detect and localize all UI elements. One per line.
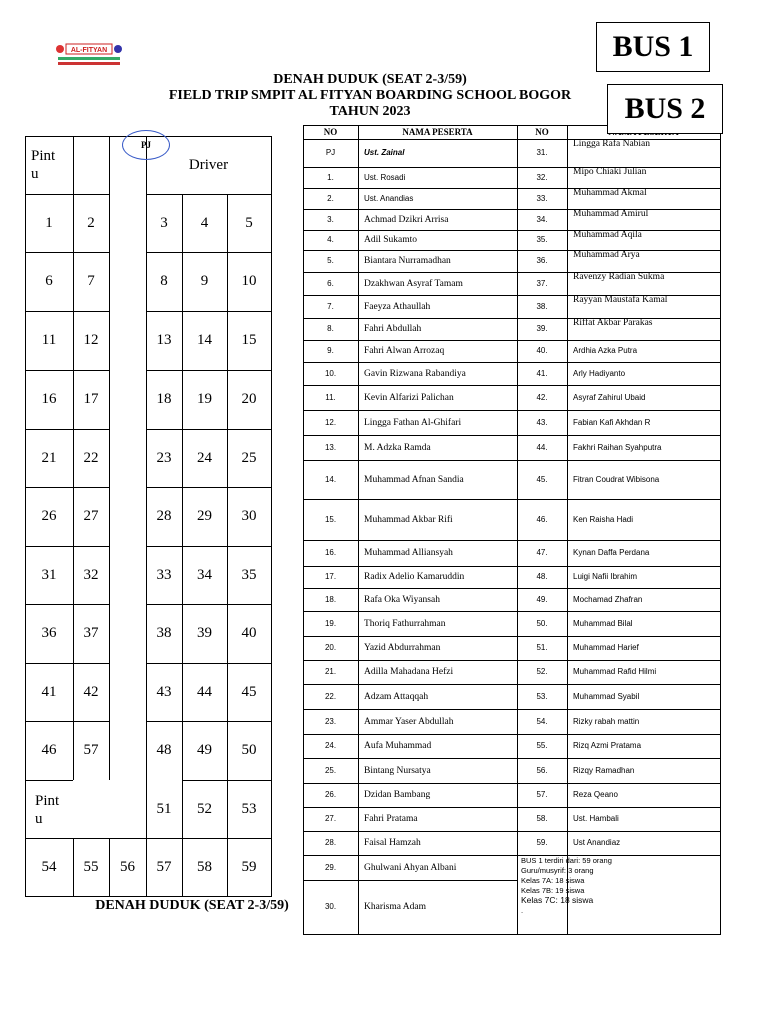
row-number: 18. xyxy=(324,594,337,604)
seat: 1 xyxy=(45,214,53,231)
table-line xyxy=(720,125,721,934)
seat: 56 xyxy=(120,858,135,875)
participant-name: Rizq Azmi Pratama xyxy=(573,741,642,750)
participant-name: Fitran Coudrat Wibisona xyxy=(573,474,660,484)
participant-name: Muhammad Arya xyxy=(573,250,640,260)
row-number: 12. xyxy=(324,417,337,427)
seat: 49 xyxy=(197,742,212,758)
row-number: 19. xyxy=(324,618,337,628)
row-number: 7. xyxy=(327,301,334,311)
grid-line xyxy=(271,136,272,896)
seat: 50 xyxy=(241,742,257,758)
school-logo xyxy=(52,40,126,70)
participant-name: Kynan Daffa Perdana xyxy=(573,548,650,557)
row-number: PJ xyxy=(325,148,336,157)
participant-name: Faisal Hamzah xyxy=(364,838,421,848)
participant-name: Ghulwani Ahyan Albani xyxy=(364,862,457,873)
seat: 39 xyxy=(197,625,212,641)
row-number: 15. xyxy=(324,514,337,524)
participant-name: Muhammad Afnan Sandia xyxy=(364,474,464,485)
participant-name: Achmad Dzikri Arrisa xyxy=(364,214,449,225)
note-line: Kelas 7C: 18 siswa xyxy=(521,896,594,905)
seat: 7 xyxy=(87,273,95,289)
seat: 43 xyxy=(156,683,172,700)
row-number: 39. xyxy=(536,324,548,333)
row-number: 46. xyxy=(536,514,548,524)
participant-name: Radix Adelio Kamaruddin xyxy=(364,572,465,582)
participant-name: Fahri Abdullah xyxy=(364,324,422,334)
row-number: 56. xyxy=(536,765,548,775)
title-line-2: FIELD TRIP SMPIT AL FITYAN BOARDING SCHOOL BOGOR xyxy=(168,88,572,103)
title-line-3: TAHUN 2023 xyxy=(329,104,411,119)
row-number: 3. xyxy=(327,214,334,224)
row-number: 53. xyxy=(536,691,548,701)
table-header: NAMA PESERTA xyxy=(402,127,473,137)
row-number: 14. xyxy=(324,474,337,484)
participant-name: Muhammad Rafid Hilmi xyxy=(573,667,657,676)
participant-name: Ken Raisha Hadi xyxy=(573,514,634,524)
participant-name: Muhammad Akmal xyxy=(573,188,647,198)
row-number: 55. xyxy=(536,741,548,750)
seat: 52 xyxy=(197,800,212,817)
participant-name: Ust Anandiaz xyxy=(573,838,621,847)
bus-2-label: BUS 2 xyxy=(607,84,723,134)
participant-name: Bintang Nursatya xyxy=(364,765,431,776)
seat: 45 xyxy=(241,683,257,700)
row-number: 59. xyxy=(536,838,548,847)
seat: 22 xyxy=(83,449,99,466)
seat: 58 xyxy=(197,858,212,875)
participant-name: Muhammad Aqila xyxy=(573,230,642,240)
seat: 46 xyxy=(41,742,57,758)
participant-name: Adil Sukamto xyxy=(364,235,418,245)
seat: 33 xyxy=(156,566,172,583)
row-number: 30. xyxy=(324,902,337,911)
grid-line xyxy=(109,136,110,780)
participant-name: Lingga Fathan Al-Ghifari xyxy=(364,417,462,428)
row-number: 42. xyxy=(536,392,548,402)
row-number: 57. xyxy=(536,790,548,799)
seat: 48 xyxy=(156,742,172,758)
participant-name: Rayyan Maustafa Kamal xyxy=(573,295,668,305)
bus-1-label: BUS 1 xyxy=(596,22,710,72)
seat: 19 xyxy=(197,391,212,407)
seat: 32 xyxy=(83,566,99,583)
row-number: 9. xyxy=(327,346,334,355)
row-number: 52. xyxy=(536,667,548,676)
seat: 8 xyxy=(160,273,168,289)
row-number: 21. xyxy=(324,667,337,676)
participant-name: Rizqy Ramadhan xyxy=(573,765,635,775)
row-number: 22. xyxy=(324,691,337,701)
seat: 41 xyxy=(41,683,57,700)
row-number: 10. xyxy=(324,368,337,378)
seat: 27 xyxy=(83,508,99,524)
driver-label: Driver xyxy=(188,156,229,173)
row-number: 41. xyxy=(536,368,548,378)
participant-name: Kevin Alfarizi Palichan xyxy=(364,392,454,403)
seat: 55 xyxy=(83,858,99,875)
participant-name: Gavin Rizwana Rabandiya xyxy=(364,368,466,379)
title-line-1: DENAH DUDUK (SEAT 2-3/59) xyxy=(273,72,467,87)
seat: 11 xyxy=(41,332,57,348)
seat: 5 xyxy=(245,214,253,231)
participant-name: Ust. Hambali xyxy=(573,814,619,823)
participant-name: Fahri Alwan Arrozaq xyxy=(364,346,445,356)
seat: 25 xyxy=(241,449,257,466)
row-number: 32. xyxy=(536,172,548,182)
seat: 57 xyxy=(156,858,172,875)
seat: 12 xyxy=(83,332,99,348)
row-number: 51. xyxy=(536,643,548,652)
participant-name: Biantara Nurramadhan xyxy=(364,256,451,266)
participant-name: Muhammad Amirul xyxy=(573,209,649,219)
table-header: NO xyxy=(323,127,338,137)
pintu-top-label: Pint u xyxy=(31,148,56,182)
row-number: 31. xyxy=(536,148,548,157)
row-number: 33. xyxy=(536,193,548,203)
seat: 29 xyxy=(197,508,212,524)
participant-name: Muhammad Syabil xyxy=(573,691,640,701)
participant-name: Ust. Zainal xyxy=(364,148,405,157)
row-number: 38. xyxy=(536,301,548,311)
row-number: 34. xyxy=(536,214,548,224)
participant-name: Faeyza Athaullah xyxy=(364,301,431,312)
participant-name: Yazid Abdurrahman xyxy=(364,643,441,653)
seat: 35 xyxy=(241,566,257,583)
row-number: 24. xyxy=(324,741,337,750)
pintu-bottom-label: Pint u xyxy=(35,793,60,827)
note-line: . xyxy=(521,906,524,915)
participant-name: M. Adzka Ramda xyxy=(364,442,431,453)
svg-text:AL-FITYAN: AL-FITYAN xyxy=(70,47,108,54)
row-number: 6. xyxy=(327,278,334,288)
pj-seat: PJ xyxy=(122,130,170,160)
grid-line xyxy=(25,780,73,781)
participant-name: Muhammad Harief xyxy=(573,643,639,652)
seat: 31 xyxy=(41,566,57,583)
participant-name: Mipo Chiaki Julian xyxy=(573,167,647,177)
participant-name: Arly Hadiyanto xyxy=(573,368,626,378)
seat: 37 xyxy=(83,625,99,641)
seat: 30 xyxy=(241,508,257,524)
seat: 20 xyxy=(241,391,257,407)
row-number: 8. xyxy=(327,324,334,333)
seat: 2 xyxy=(87,214,95,231)
participant-name: Fabian Kafi Akhdan R xyxy=(573,417,651,427)
table-line xyxy=(567,125,568,934)
row-number: 23. xyxy=(324,716,337,726)
row-number: 17. xyxy=(324,572,337,581)
row-number: 1. xyxy=(327,172,334,182)
seat: 57 xyxy=(83,742,99,758)
row-number: 11. xyxy=(325,392,336,402)
participant-name: Fahri Pratama xyxy=(364,814,418,824)
row-number: 26. xyxy=(324,790,337,799)
seat: 59 xyxy=(241,858,257,875)
seat: 54 xyxy=(41,858,57,875)
seat: 21 xyxy=(41,449,57,466)
note-line: Kelas 7B: 19 siswa xyxy=(521,886,585,895)
row-number: 35. xyxy=(536,235,548,244)
row-number: 4. xyxy=(327,235,334,244)
seat: 6 xyxy=(45,273,53,289)
seat: 28 xyxy=(156,508,172,524)
seat: 23 xyxy=(156,449,172,466)
participant-name: Ravenzy Radian Sukma xyxy=(573,272,665,282)
row-number: 29. xyxy=(324,862,337,872)
participant-name: Thoriq Fathurrahman xyxy=(364,618,446,629)
row-number: 28. xyxy=(324,838,337,847)
row-number: 36. xyxy=(536,256,548,265)
participant-name: Aufa Muhammad xyxy=(364,741,432,751)
note-line: Kelas 7A: 18 siswa xyxy=(521,876,585,885)
participant-name: Kharisma Adam xyxy=(364,902,427,912)
seat: 16 xyxy=(41,391,57,407)
participant-name: Ardhia Azka Putra xyxy=(573,346,638,355)
participant-name: Lingga Rafa Nabian xyxy=(573,139,651,149)
seat: 18 xyxy=(156,391,172,407)
participant-name: Luigi Nafii Ibrahim xyxy=(573,572,638,581)
row-number: 20. xyxy=(324,643,337,652)
seat: 4 xyxy=(200,214,209,231)
seat: 13 xyxy=(156,332,172,348)
seat: 40 xyxy=(241,625,257,641)
seat: 9 xyxy=(200,273,209,289)
seat: 44 xyxy=(197,683,212,700)
participant-name: Muhammad Akbar Rifi xyxy=(364,514,453,525)
seat: 34 xyxy=(197,566,212,583)
seat-map-footer: DENAH DUDUK (SEAT 2-3/59) xyxy=(95,898,289,913)
seat: 15 xyxy=(241,332,257,348)
grid-line xyxy=(25,896,272,897)
note-line: Guru/musyrif: 3 orang xyxy=(521,866,594,875)
seat: 24 xyxy=(197,449,212,466)
participant-name: Adilla Mahadana Hefzi xyxy=(364,667,454,677)
row-number: 58. xyxy=(536,814,548,823)
table-line xyxy=(303,934,721,935)
participant-name: Asyraf Zahirul Ubaid xyxy=(573,392,646,402)
row-number: 47. xyxy=(536,548,548,557)
participant-name: Dzidan Bambang xyxy=(364,790,431,800)
seat: 10 xyxy=(241,273,257,289)
row-number: 16. xyxy=(324,548,337,557)
table-header: NO xyxy=(535,127,549,137)
participant-name: Ust. Rosadi xyxy=(364,172,406,182)
seat: 53 xyxy=(241,800,257,817)
seat: 36 xyxy=(41,625,57,641)
note-line: BUS 1 terdiri dari: 59 orang xyxy=(521,856,612,865)
participant-name: Dzakhwan Asyraf Tamam xyxy=(364,278,463,289)
seat: 17 xyxy=(83,391,99,407)
seat: 26 xyxy=(41,508,57,524)
participant-name: Rafa Oka Wiyansah xyxy=(364,594,440,605)
seat: 38 xyxy=(156,625,172,641)
seat: 42 xyxy=(83,683,99,700)
row-number: 44. xyxy=(536,442,548,452)
seat: 14 xyxy=(197,332,212,348)
row-number: 48. xyxy=(536,572,548,581)
row-number: 50. xyxy=(536,618,548,628)
row-number: 40. xyxy=(536,346,548,355)
seat: 51 xyxy=(156,800,172,817)
participant-name: Rizky rabah mattin xyxy=(573,716,640,726)
participant-name: Fakhri Raihan Syahputra xyxy=(573,442,662,452)
participant-name: Ammar Yaser Abdullah xyxy=(364,716,454,727)
participant-name: Mochamad Zhafran xyxy=(573,594,643,604)
participant-name: Reza Qeano xyxy=(573,790,618,799)
row-number: 25. xyxy=(324,765,337,775)
table-line xyxy=(358,125,359,934)
row-number: 49. xyxy=(536,594,548,604)
seat: 3 xyxy=(160,214,168,231)
row-number: 27. xyxy=(324,814,337,823)
row-number: 37. xyxy=(536,278,548,288)
participant-name: Muhammad Alliansyah xyxy=(364,548,453,558)
row-number: 5. xyxy=(327,256,334,265)
participant-name: Riffat Akbar Parakas xyxy=(573,318,653,328)
row-number: 2. xyxy=(327,193,334,203)
participant-name: Muhammad Bilal xyxy=(573,618,633,628)
row-number: 13. xyxy=(324,442,337,452)
participant-name: Ust. Anandias xyxy=(364,193,414,203)
participant-name: Adzam Attaqqah xyxy=(364,691,429,702)
row-number: 43. xyxy=(536,417,548,427)
row-number: 45. xyxy=(536,474,548,484)
row-number: 54. xyxy=(536,716,548,726)
